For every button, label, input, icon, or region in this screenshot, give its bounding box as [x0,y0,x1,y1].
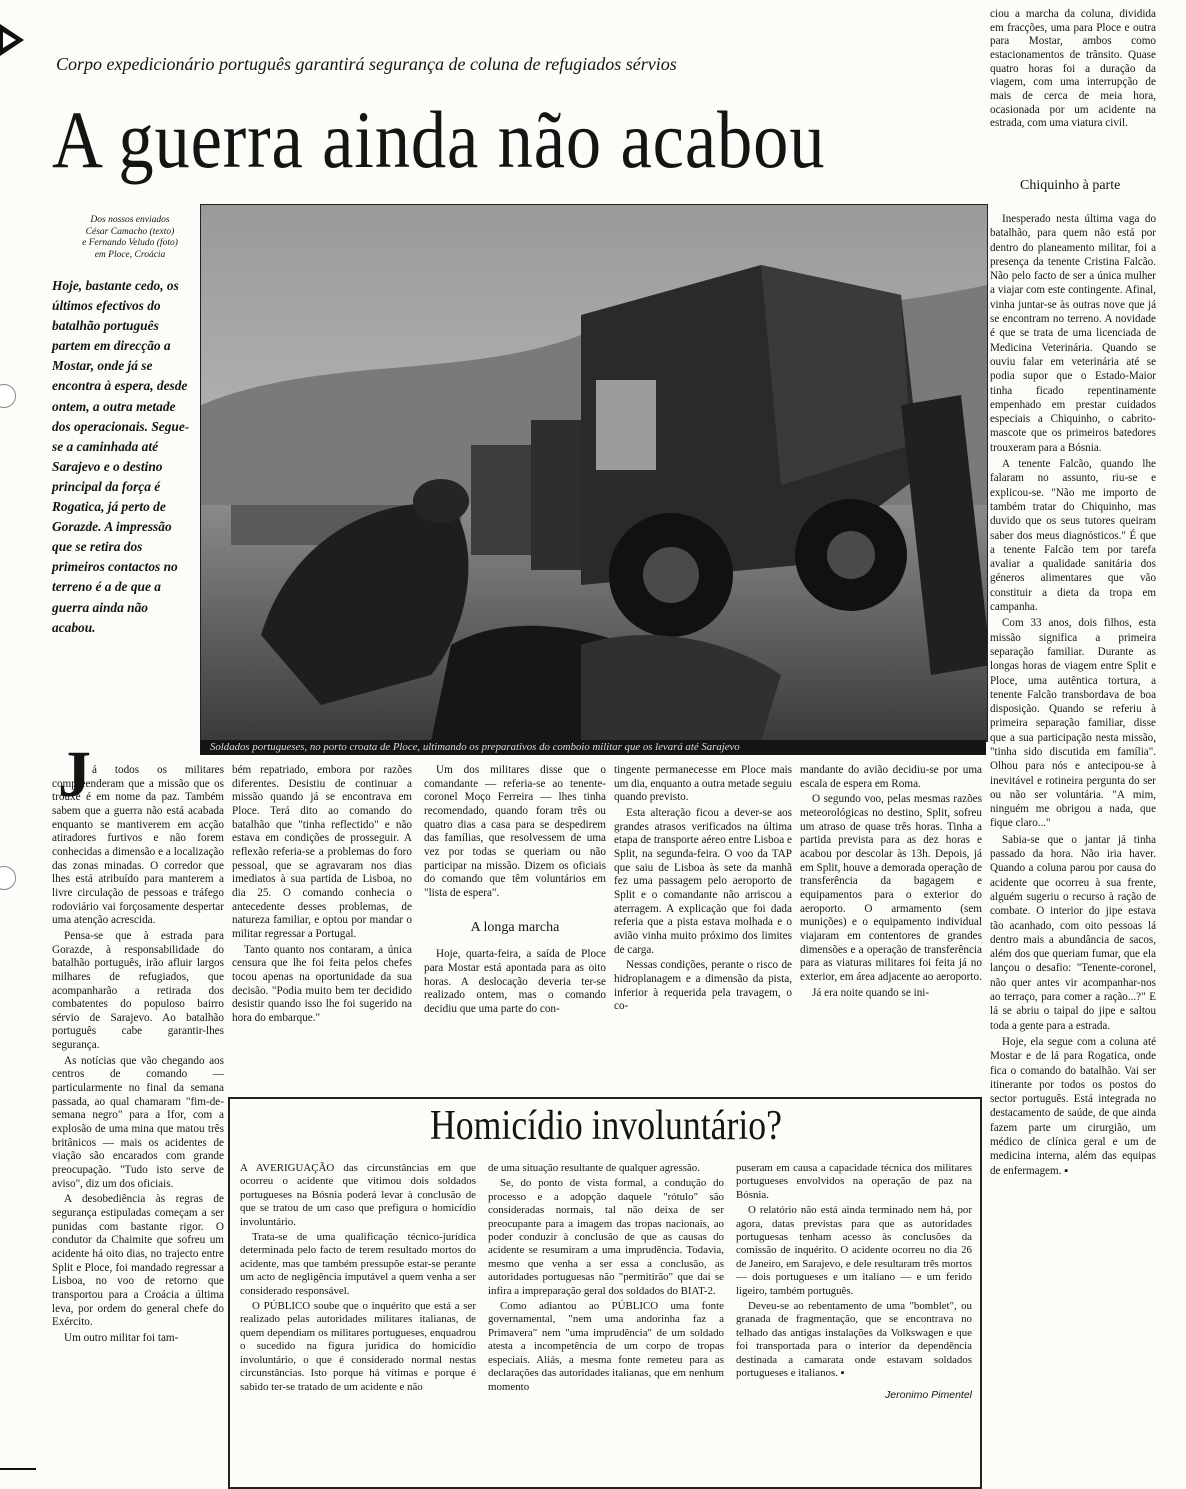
byline-line: e Fernando Veludo (foto) [82,238,178,248]
byline-line: César Camacho (texto) [85,226,175,237]
drop-cap: J [58,738,91,811]
corner-triangle-icon [0,24,24,56]
paragraph: Já era noite quando se ini- [812,986,930,999]
paragraph: O segundo voo, pelas mesmas razões meteorológicas no destino, Split, sofreu um atraso de quase três horas. Tinha a partida prevista para as dez horas e acabou por descolar às 13h. Depois, já em Split, houve a demorada operação de transferência da bagagem e equipamentos para o exterior do aeroporto. O armamento (sem munições) e o equipamento individual viajaram em contentores de grandes dimensões e a operação de transferência para as viaturas militares foi feita já no exterior, em área adjacente ao aeroporto. [800,793,982,983]
photo-caption: Soldados portugueses, no porto croata de Ploce, ultimando os preparativos do comboio militar que os levará até Sarajevo [200,740,986,755]
paragraph: Trata-se de uma qualificação técnico-jurídica determinada pelo facto de terem resultado mortos do acidente, mas que também pressupõe estar-se perante um acto de negligência imputável a quem venha a ser considerado responsável. [240,1231,476,1297]
sidebar-title: Chiquinho à parte [1020,178,1121,193]
paragraph: Tanto quanto nos contaram, a única censura que lhe foi feita pelos chefes tocou apenas na oportunidade da sua decisão. "Podia muito bem ter decidido desistir quando isso lhe foi sugerido na hora do embarque." [232,943,412,1024]
article-column-4 [614,764,792,1014]
paragraph: Nessas condições, perante o risco de hidroplanagem e a dimensão da pista, inferior à requerida pela travagem, o co- [614,959,792,1013]
paragraph: Um dos militares disse que o comandante — referia-se ao tenente-coronel Moço Ferreira — lhes tinha recomendado, quando foram três ou quatro dias a casa para se despedirem das famílias, que resolvessem de uma vez por todas se queriam ou não participar na missão. Dizem os oficiais do comando que têm voluntários em "lista de espera". [424,764,606,899]
boxed-column-3 [736,1162,972,1402]
paragraph: As notícias que vão chegando aos centros de comando —particularmente no final da semana passada, ao qual chamaram "fim-de-semana negro" para a Ifor, com a explosão de uma mina que matou três britânicos — mais os acidentes de viação são encarados com grande preocupação. "Tudo isto serve de aviso", diz um dos oficiais. [52,1054,224,1190]
binder-hole-icon [0,866,16,890]
paragraph: O PÚBLICO soube que o inquérito que está a ser realizado pelas autoridades militares italianas, de quem dependiam os militares portugueses, enquadrou o sucedido na figura jurídica do homicídio involuntário, o que é considerado normal nestas circunstâncias. Isto porque há vítimas e porque é sabido ter-se tratado de um acidente e não [240,1300,476,1393]
article-photo [200,204,988,742]
paragraph: bém repatriado, embora por razões diferentes. Desistiu de continuar a missão quando já se encontrava em Ploce. Terá dito ao comando do batalhão que "tinha reflectido" e não estava em condições de prosseguir. A reflexão referia-se a problemas do foro pessoal, que se agravaram nos dias imediatos à sua partida de Lisboa, no dia 25. O comando conhecia o antecedente desses problemas, de natureza familiar, e optou por mandar o militar regressar a Portugal. [232,764,412,940]
author-signature: Jeronimo Pimentel [885,1388,972,1401]
paragraph: Pensa-se que à estrada para Gorazde, à responsabilidade do batalhão português, irão afluir largos milhares de refugiados, que acompanharão a retirada dos combatentes do populoso bairro sérvio de Sarajevo. Ao batalhão português cabe garantir-lhes segurança. [52,929,224,1052]
article-lead: Hoje, bastante cedo, os últimos efectivos do batalhão português partem em direcção a Mostar, onde já se encontra à espera, desde ontem, a outra metade dos operacionais. Segue-se a caminhada até Sarajevo e o destino principal da força é Rogatica, já perto de Gorazde. A impressão que se retira dos primeiros contactos no terreno é a de que a guerra ainda não acabou. [52,278,190,635]
paragraph: Se, do ponto de vista formal, a condução do processo e a adopção daquele "rótulo" são consideradas normais, tal não deixa de ser preocupante para a imagem das tropas nacionais, ao poder conduzir à conclusão de que as causas do acidente se resumiram a uma imprudência. Todavia, mesmo que venha a ser essa a conclusão, as autoridades portuguesas não "permitirão" que daí se infira a impreparação geral dos soldados do BIAT-2. [488,1177,724,1297]
article-column-3 [424,764,606,1017]
paragraph: Hoje, ela segue com a coluna até Mostar e de lá para Rogatica, onde fica o comando do batalhão. Vai ser itinerante por todos os postos do sector português. Está integrada no destacamento de saúde, de que ainda fazem parte um cirurgião, um médico de clínica geral e um de medicina interna, além das equipas de enfermagem. ▪ [990,1035,1156,1177]
byline [70,215,190,261]
paragraph: Com 33 anos, dois filhos, esta missão significa a primeira separação familiar. Durante as longas horas de viagem entre Split e Ploce, uma autêntica tortura, a tenente Falcão transbordava de boa disposição. Quando se referiu à primeira separação familiar, disse que a sua participação nesta missão, "tinha sido discutida em família". Olhou para nós e antecipou-se à inevitável e rotineira pergunta do ser ou não ser voluntária. "A mim, ninguém me obrigou a nada, que fique claro..." [990,617,1156,830]
paragraph: Inesperado nesta última vaga do batalhão, para quem não está por dentro do planeamento militar, foi a presença da tenente Cristina Falcão. Não pelo facto de ser a única mulher a viajar com este contingente. Afinal, vinha juntar-se às outras nove que já se encontram no terreno. A novidade é que se trata de uma licenciada de Medicina Veterinária. Quando se ouviu falar em veterinária até se podia supor que o Estado-Maior tinha ficado repentinamente empenhado em prestar cuidados especiais a Chiquinho, o cabrito-mascote que os primeiros batedores trouxeram para a Bósnia. [990,213,1156,454]
paragraph: Esta alteração ficou a dever-se aos grandes atrasos verificados na última etapa de transporte aéreo entre Lisboa e Split, na segunda-feira. O voo da TAP que saiu de Lisboa às sete da manhã fez uma passagem pelo aeroporto de Split e o comandante não arriscou a aterragem. A explicação que foi dada referia que a pista estava molhada e o avião vinha muito próximo dos limites de carga. [614,806,792,956]
paragraph: puseram em causa a capacidade técnica dos militares portugueses envolvidos na operação de paz na Bósnia. [736,1162,972,1201]
paragraph: Como adiantou ao PÚBLICO uma fonte governamental, "nem uma andorinha faz a Primavera" nem "uma imprudência" de um soldado atesta a incompetência de um corpo de tropas especiais. Aliás, a mesma fonte remeteu para as declarações das autoridades italianas, que em nenhum momento [488,1300,724,1393]
paragraph: Sabia-se que o jantar já tinha passado da hora. Não iria haver. Quando a coluna parou por causa do acidente que ocorreu à sua frente, alguém sugeriu o recurso à ração de combate. O interior do jipe estava tão acanhado, com oito pessoas lá dentro mais a abundância de sacos, além dos que queriam fumar, que ela lançou o desafio: "Tenente-coronel, não quer antes vir acompanhar-nos ao terraço, para comer a ração...?" E lá se abriu o taipal do jipe e saltou toda a gente para a estrada. [990,833,1156,1032]
paragraph: A AVERIGUAÇÃO das circunstâncias em que ocorreu o acidente que vitimou dois soldados portugueses na Bósnia poderá levar à conclusão de que se tratou de um caso que prefigura o homicídio involuntário. [240,1162,476,1228]
paragraph: A tenente Falcão, quando lhe falaram no assunto, riu-se e explicou-se. "Não me importo de também tratar do Chiquinho, mas duvido que os seus tutores queiram saber dos meus diagnósticos." É que a tenente Falcão tem por tarefa avaliar a qualidade sanitária dos géneros alimentares que vão constituir a dieta da tropa em campanha. [990,458,1156,614]
paragraph: á todos os militares compreenderam que a missão que os trouxe é em nome da paz. Também sabem que a guerra não está acabada enquanto se mantiverem em acção atiradores furtivos e não forem conhecidas a dimensão e a localização das zonas minadas. O corredor que lhes está atribuído para manterem a livre circulação de pessoas e tráfego rodoviário vai forçosamente despertar uma atenção acrescida. [52,764,224,927]
article-column-1 [52,764,224,1346]
article-kicker: Corpo expedicionário português garantirá segurança de coluna de refugiados sérvios [56,54,677,74]
boxed-article-title: Homicídio involuntário? [430,1103,782,1149]
byline-line: em Ploce, Croácia [94,249,166,260]
paragraph: tingente permanecesse em Ploce mais um dia, enquanto a outra metade seguiu quando previsto. [614,764,793,804]
paragraph: O relatório não está ainda terminado nem há, por agora, datas previstas para que as autoridades portuguesas tenham acesso às conclusões da comissão de inquérito. O acidente ocorreu no dia 26 de Janeiro, em Sarajevo, e dele resultaram três mortos — dois portugueses e um italiano — e um ferido ligeiro, também português. [736,1204,972,1297]
paragraph: A desobediência às regras de segurança estipuladas começam a ser punidas com bastante rigor. O condutor da Chaimite que sofreu um acidente há oito dias, no trajecto entre Split e Ploce, foi mandado regressar a Lisboa, no voo de retorno que transportou para a Croácia a última leva, por ordem do general chefe do Exército. [52,1193,224,1329]
article-column-5 [800,764,982,1000]
subhead-longa-marcha: A longa marcha [470,919,560,935]
paragraph: de uma situação resultante de qualquer agressão. [488,1162,700,1174]
paragraph: Um outro militar foi tam- [64,1331,179,1344]
article-column-2 [232,764,412,1025]
paragraph: mandante do avião decidiu-se por uma escala de espera em Roma. [800,764,982,790]
paragraph: Hoje, quarta-feira, a saída de Ploce para Mostar está apontada para as oito horas. A deslocação deveria ter-se realizado ontem, mas o comando decidiu que uma parte do con- [424,948,606,1015]
article-headline: A guerra ainda não acabou [52,94,826,185]
binder-hole-icon [0,384,16,408]
byline-line: Dos nossos enviados [90,215,170,225]
boxed-column-1 [240,1162,476,1394]
article-column-6-top [990,8,1156,131]
paragraph: Deveu-se ao rebentamento de uma "bomblet", ou granada de fragmentação, que se encontrava no telhado das antigas instalações da Volkswagen e que foi transportada para o interior da dependência destinada a camarata onde estavam soldados portugueses e italianos. ▪ [736,1300,972,1380]
paragraph: ciou a marcha da coluna, dividida em fracções, uma para Ploce e outra para Mostar, ambos como estacionamentos de trânsito. Quase quatro horas foi a duração da viagem, com uma interrupção de mais de cerca de meia hora, ocasionada por um acidente na estrada, com uma viatura civil. [990,8,1156,130]
crop-mark [0,1468,36,1470]
sidebar-column [990,212,1156,1178]
boxed-column-2 [488,1162,724,1394]
